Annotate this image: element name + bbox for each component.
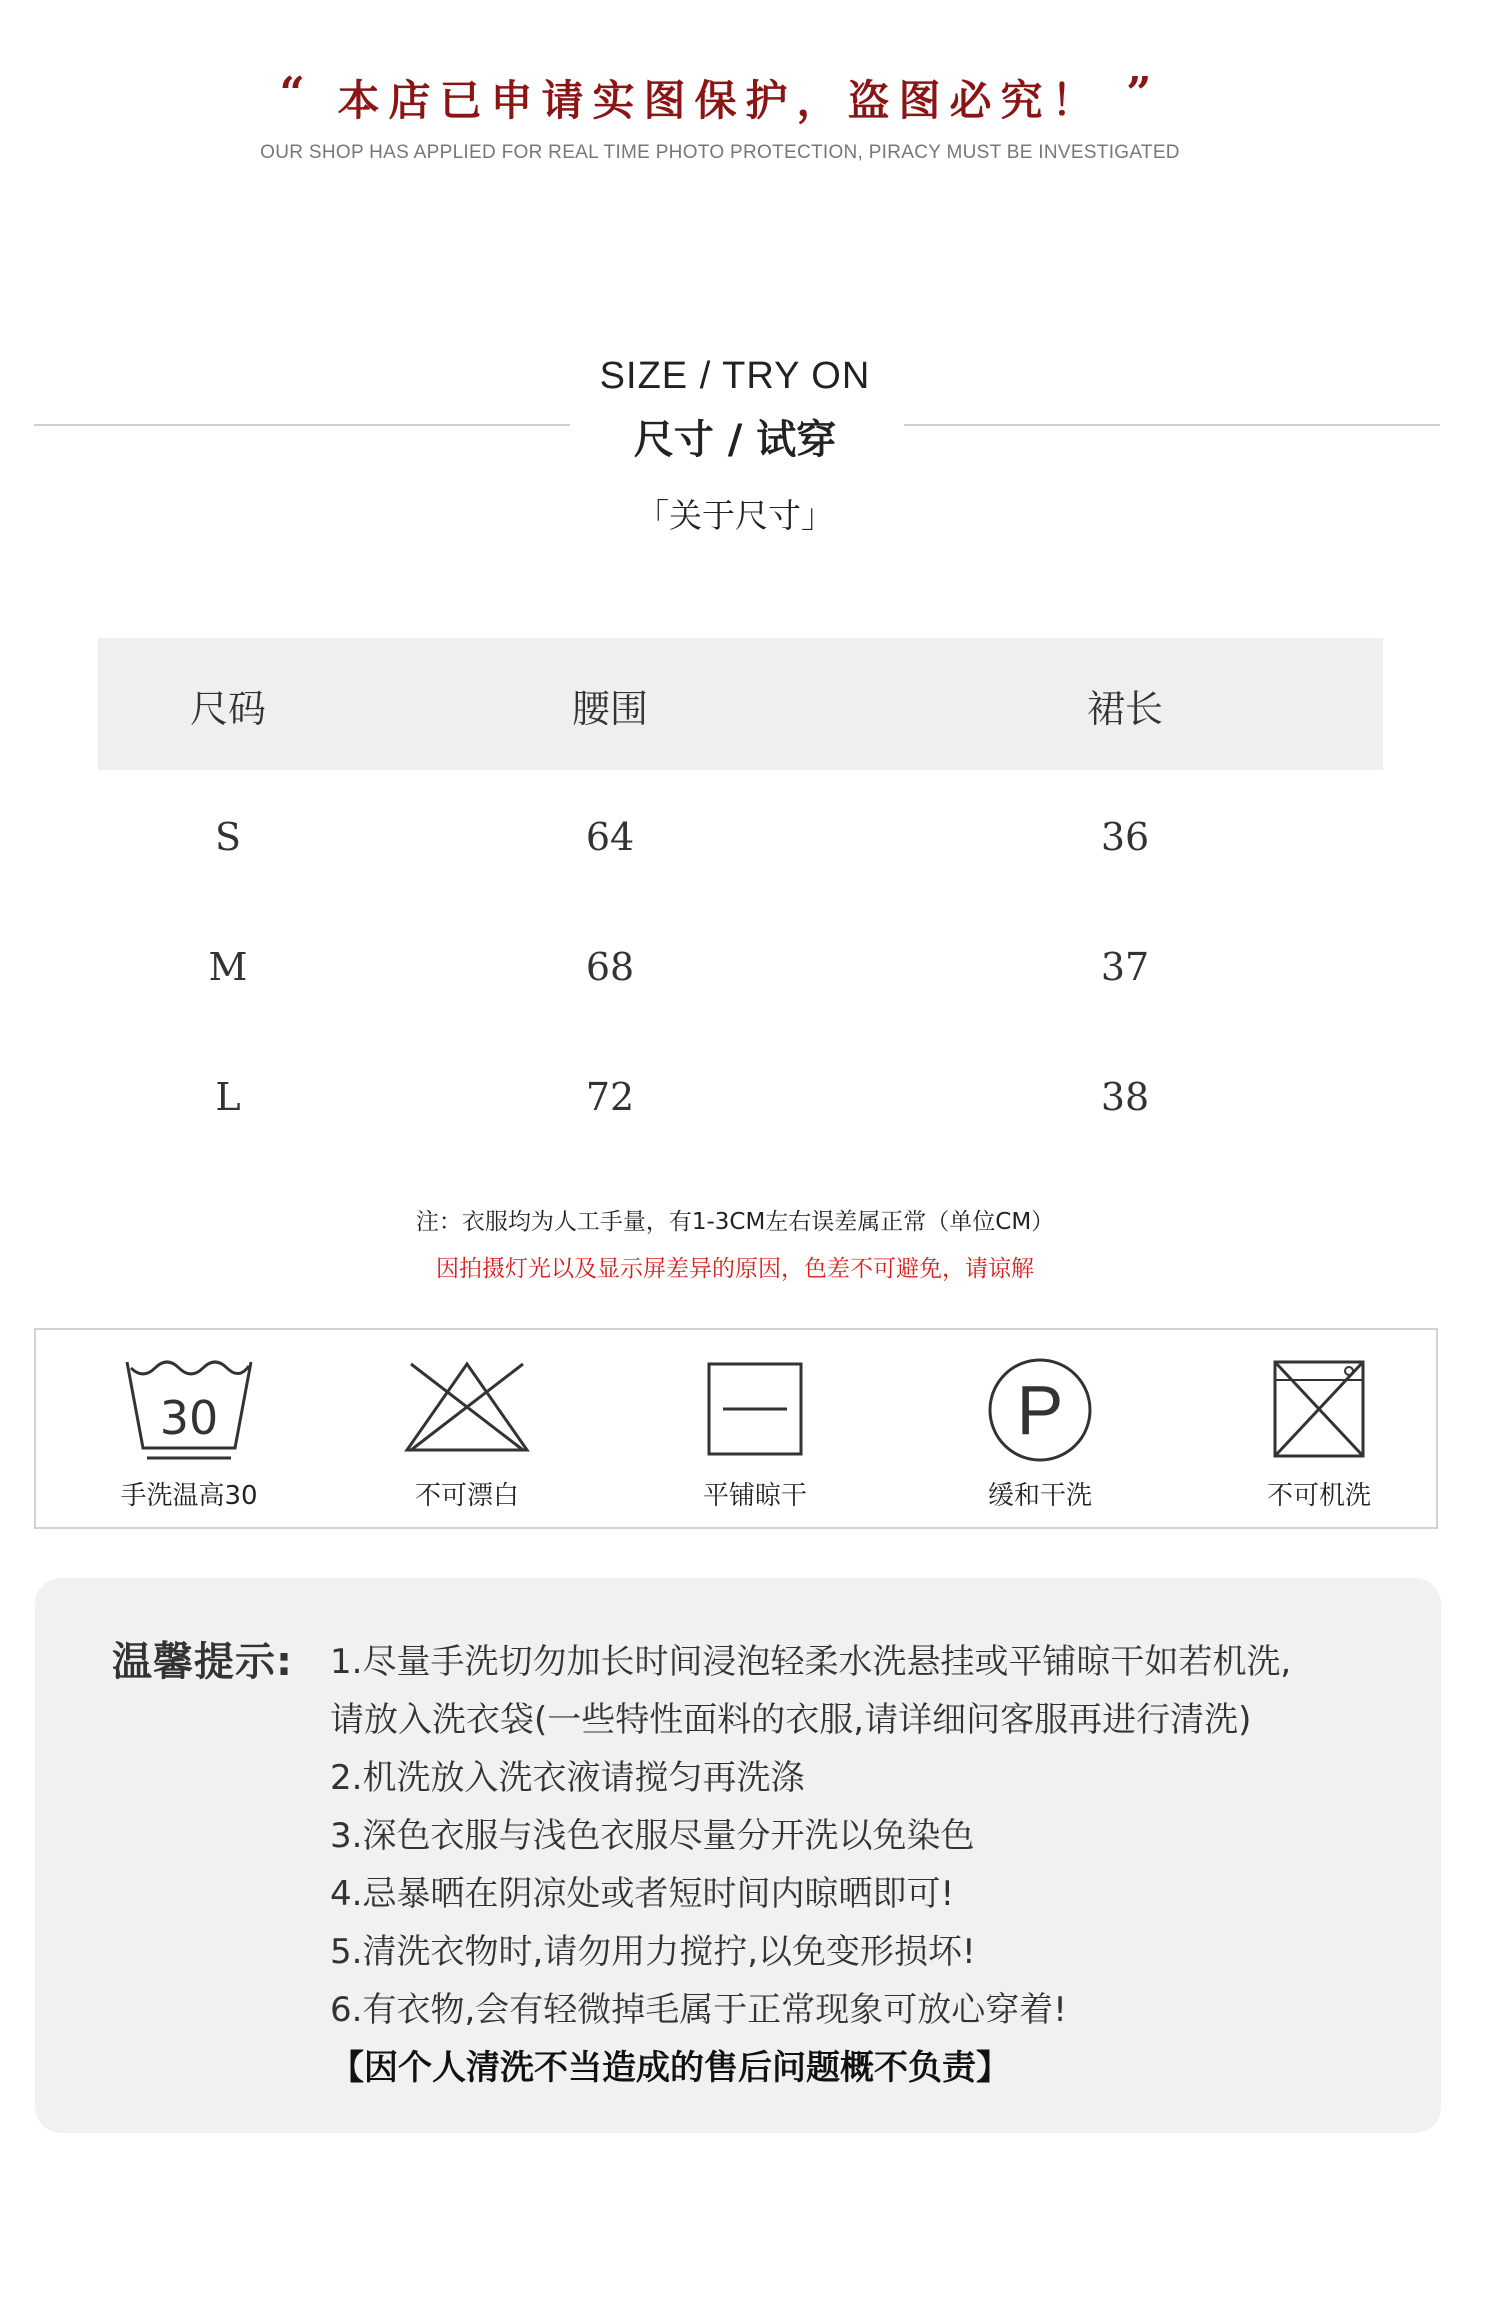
table-cell: 64 xyxy=(585,815,635,859)
care-label: 不可漂白 xyxy=(414,1481,519,1511)
table-header-length: 裙长 xyxy=(1086,687,1163,731)
tip-line: 5.清洗衣物时,请勿用力搅拧,以免变形损坏! xyxy=(330,1932,976,1972)
tips-disclaimer: 【因个人清洗不当造成的售后问题概不负责】 xyxy=(330,2048,1010,2088)
section-title-zh: 尺寸 / 试穿 xyxy=(633,417,837,463)
wash-temp-number: 30 xyxy=(159,1391,219,1445)
table-cell: 36 xyxy=(1100,815,1150,859)
measurement-note: 注：衣服均为人工手量，有1-3CM左右误差属正常（单位CM） xyxy=(415,1209,1055,1235)
table-cell: 37 xyxy=(1100,945,1150,989)
no-machine-wash-icon xyxy=(1249,1350,1389,1470)
tip-line: 6.有衣物,会有轻微掉毛属于正常现象可放心穿着! xyxy=(330,1990,1067,2030)
table-cell: M xyxy=(208,945,248,989)
copyright-notice xyxy=(0,68,1440,128)
close-quote: ” xyxy=(1126,68,1161,119)
tip-line: 请放入洗衣袋(一些特性面料的衣服,请详细问客服再进行清洗) xyxy=(330,1700,1252,1740)
no-bleach-icon xyxy=(397,1350,537,1470)
table-header-size: 尺码 xyxy=(189,687,266,731)
color-warning-note: 因拍摄灯光以及显示屏差异的原因，色差不可避免，请谅解 xyxy=(436,1256,1034,1282)
care-label: 平铺晾干 xyxy=(702,1481,807,1511)
care-item xyxy=(352,1350,582,1520)
table-cell: 38 xyxy=(1100,1075,1150,1119)
tip-line: 1.尽量手洗切勿加长时间浸泡轻柔水洗悬挂或平铺晾干如若机洗, xyxy=(330,1642,1292,1682)
section-title-en: SIZE / TRY ON xyxy=(599,355,871,397)
table-cell: 72 xyxy=(585,1075,635,1119)
care-item xyxy=(925,1350,1155,1520)
care-label: 手洗温高30 xyxy=(120,1481,258,1511)
tip-line: 4.忌暴晒在阴凉处或者短时间内晾晒即可! xyxy=(330,1874,955,1914)
care-item xyxy=(74,1350,304,1520)
dry-clean-p-icon xyxy=(970,1350,1110,1470)
dry-clean-letter: P xyxy=(1016,1371,1064,1449)
copyright-notice-en: OUR SHOP HAS APPLIED FOR REAL TIME PHOTO PROTECTION, PIRACY MUST BE INVESTIGATED xyxy=(260,142,1180,163)
section-subtitle: 「关于尺寸」 xyxy=(636,496,834,535)
tip-line: 3.深色衣服与浅色衣服尽量分开洗以免染色 xyxy=(330,1816,975,1856)
table-cell: L xyxy=(215,1075,241,1119)
tips-title: 温馨提示: xyxy=(112,1639,293,1685)
hand-wash-30-icon xyxy=(119,1350,259,1470)
care-label: 不可机洗 xyxy=(1266,1481,1371,1511)
table-cell: S xyxy=(214,815,242,859)
flat-dry-icon xyxy=(685,1350,825,1470)
care-label: 缓和干洗 xyxy=(987,1481,1092,1511)
care-item xyxy=(1204,1350,1434,1520)
notice-text: 本店已申请实图保护，盗图必究！ xyxy=(337,76,1103,125)
table-cell: 68 xyxy=(585,945,635,989)
table-header-waist: 腰围 xyxy=(571,687,648,731)
tip-line: 2.机洗放入洗衣液请搅匀再洗涤 xyxy=(330,1758,805,1798)
open-quote: “ xyxy=(279,68,314,119)
care-item xyxy=(640,1350,870,1520)
